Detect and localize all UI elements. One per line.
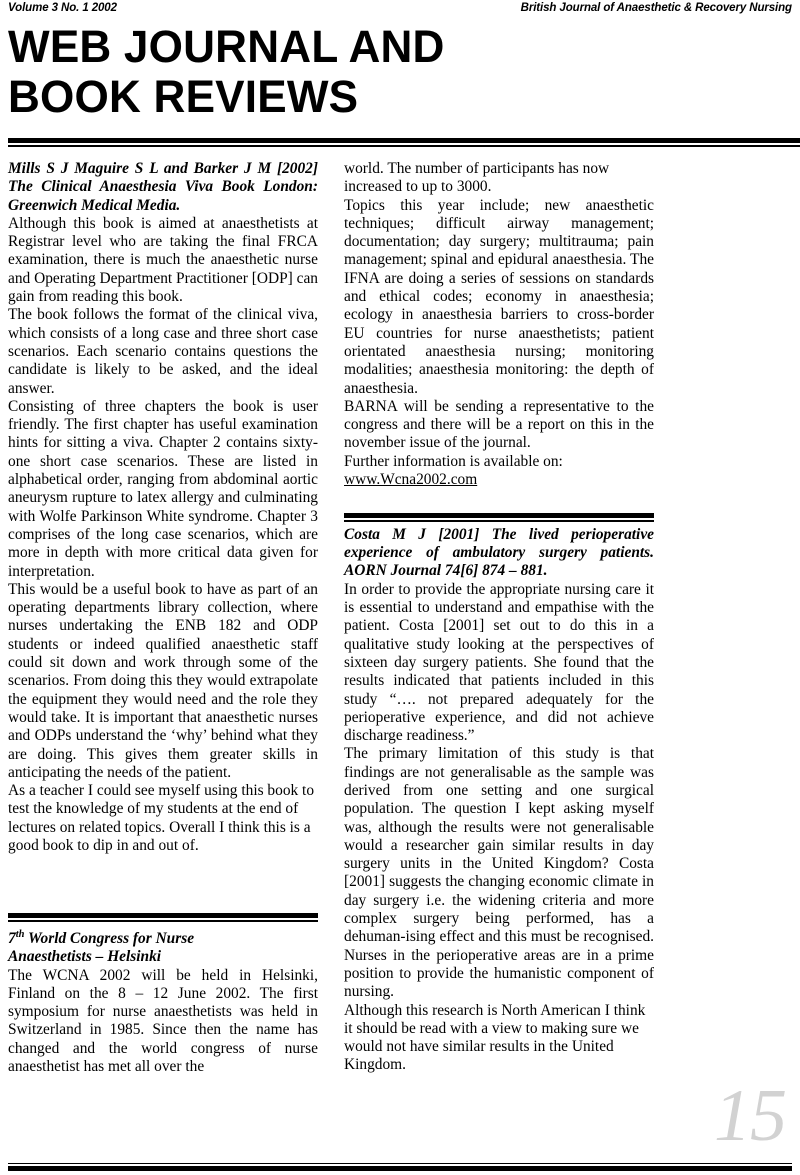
column-left	[8, 160, 318, 1076]
masthead-line-1: WEB JOURNAL AND	[8, 21, 445, 72]
footer-divider	[8, 1163, 792, 1172]
review-2-heading-text: World Congress for Nurse	[24, 929, 195, 947]
review-1-paragraph: The book follows the format of the clinical viva, which consists of a long case and three short case scenarios. Each scenario contains questions the candidate is likely to be asked, and the ideal answer.	[8, 306, 318, 397]
wcna-website-link[interactable]: www.Wcna2002.com	[344, 471, 478, 489]
review-2-heading-ordinal: th	[15, 928, 25, 940]
continuation-paragraph: Further information is available on:	[344, 452, 563, 470]
review-3-divider	[344, 513, 654, 522]
review-2-heading-line-2: Anaesthetists – Helsinki	[8, 948, 162, 966]
review-1-paragraph: Although this book is aimed at anaesthetists at Registrar level who are taking the final FRCA examination, there is much the anaesthetic nurse and Operating Department Practitioner [ODP] can gain from reading this book.	[8, 214, 318, 306]
column-spacer	[8, 855, 318, 913]
continuation-paragraph: BARNA will be sending a representative to the congress and there will be a report on this in the november issue of the journal.	[344, 397, 654, 452]
masthead-divider	[8, 138, 800, 147]
column-right	[344, 160, 654, 1075]
running-head	[8, 2, 792, 18]
review-2-heading-number: 7	[8, 929, 16, 947]
review-3-paragraph: In order to provide the appropriate nursing care it is essential to understand and empathise with the patient. Costa [2001] set out to do this in a qualitative study looking at the perspectives of sixteen day surgery patients. She found that the results indicated that patients included in this study “…. not prepared adequately for the perioperative experience, and did not achieve discharge readiness.”	[344, 580, 654, 745]
review-2-divider	[8, 913, 318, 922]
review-1-paragraph: Consisting of three chapters the book is user friendly. The first chapter has useful examination hints for sitting a viva. Chapter 2 contains sixty-one short case scenarios. These are listed in alphabetical order, ranging from abdominal aortic aneurysm rupture to latex allergy and culminating with Wolfe Parkinson White syndrome. Chapter 3 comprises of the long case scenarios, which are more in depth with more critical data given for interpretation.	[8, 397, 318, 580]
running-head-volume: Volume 3 No. 1 2002	[8, 2, 117, 14]
review-2-heading-line-1	[8, 926, 318, 948]
masthead	[8, 22, 608, 122]
masthead-line-2: BOOK REVIEWS	[8, 71, 359, 122]
review-3-paragraph: The primary limitation of this study is that findings are not generalisable as the sample was derived from one setting and one surgical population. The question I kept asking myself was, although the results were not generalisable would a researcher gain similar results in day surgery units in the United Kingdom? Costa [2001] suggests the changing economic climate in day surgery i.e. the widening criteria and more complex surgery being performed, has a dehuman-ising effect and this must be recognised. Nurses in the perioperative areas are in a prime position to provide the humanistic component of nursing.	[344, 745, 654, 1001]
running-head-journal: British Journal of Anaesthetic & Recovery Nursing	[520, 2, 792, 14]
wcna-website-line	[344, 471, 654, 489]
body-columns	[8, 160, 792, 1160]
review-2-paragraph: The WCNA 2002 will be held in Helsinki, Finland on the 8 – 12 June 2002. The first symposium for nurse anaesthetists was held in Switzerland in 1985. Since then the name has changed and the world congress of nurse anaesthetist has met all over the	[8, 966, 318, 1075]
review-1-paragraph: As a teacher I could see myself using this book to test the knowledge of my students at the end of lectures on related topics. Overall I think this is a good book to dip in and out of.	[8, 782, 315, 854]
review-1-paragraph: This would be a useful book to have as part of an operating departments library collection, where nurses undertaking the ENB 182 and ODP students or indeed qualified anaesthetic staff could sit down and work through some of the scenarios. From doing this they would extrapolate the equipment they would need and the role they would take. It is important that anaesthetic nurses and ODPs understand the ‘why’ behind what they are doing. This gives them greater skills in anticipating the needs of the patient.	[8, 580, 318, 781]
column-spacer	[344, 489, 654, 513]
page-number: 15	[714, 1075, 786, 1157]
review-1-heading: Mills S J Maguire S L and Barker J M [2002] The Clinical Anaesthesia Viva Book London: Greenwich Medical Media.	[8, 160, 318, 214]
review-3-heading: Costa M J [2001] The lived perioperative experience of ambulatory surgery patients. AORN Journal 74[6] 874 – 881.	[344, 525, 654, 580]
continuation-paragraph: Topics this year include; new anaesthetic techniques; difficult airway management; documentation; day surgery; multitrauma; pain management; spinal and epidural anaesthesia. The IFNA are doing a series of sessions on standards and ethical codes; economy in anaesthesia; ecology in anaesthesia barriers to cross-border EU countries for nurse anaesthetists; patient orientated anaesthesia nursing; monitoring modalities; anaesthesia monitoring: the depth of anaesthesia.	[344, 196, 654, 397]
review-3-paragraph: Although this research is North American I think it should be read with a view to making sure we would not have similar results in the United Kingdom.	[344, 1001, 646, 1074]
continuation-paragraph: world. The number of participants has now increased to up to 3000.	[344, 160, 610, 196]
